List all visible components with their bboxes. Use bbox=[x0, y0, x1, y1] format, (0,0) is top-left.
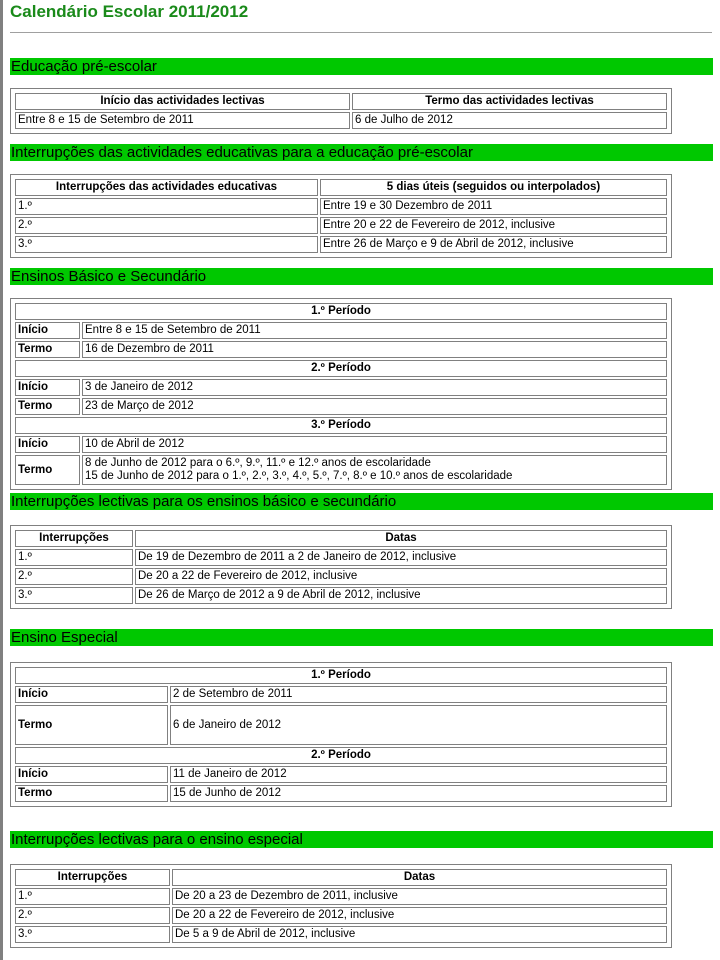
table-cell: 2.º bbox=[15, 568, 133, 585]
table-interrupcoes-basico bbox=[10, 525, 672, 609]
table-cell: 1.º bbox=[15, 198, 318, 215]
column-header: Interrupções das actividades educativas bbox=[15, 179, 318, 196]
column-header: Datas bbox=[135, 530, 667, 547]
table-cell: 11 de Janeiro de 2012 bbox=[170, 766, 667, 783]
table-row bbox=[15, 549, 667, 566]
table-cell-multiline bbox=[82, 455, 667, 485]
row-label: Termo bbox=[15, 398, 80, 415]
table-cell: Entre 8 e 15 de Setembro de 2011 bbox=[82, 322, 667, 339]
table-cell: De 26 de Março de 2012 a 9 de Abril de 2012, inclusive bbox=[135, 587, 667, 604]
table-pre-escolar bbox=[10, 88, 672, 134]
table-row bbox=[15, 568, 667, 585]
section-heading-interrupcoes-pre-escolar: Interrupções das actividades educativas para a educação pré-escolar bbox=[10, 144, 713, 161]
row-label: Início bbox=[15, 322, 80, 339]
period-header: 1.º Período bbox=[15, 667, 667, 684]
column-header: Interrupções bbox=[15, 869, 170, 886]
row-label: Termo bbox=[15, 785, 168, 802]
row-label: Início bbox=[15, 686, 168, 703]
table-cell: 3 de Janeiro de 2012 bbox=[82, 379, 667, 396]
period-header: 2.º Período bbox=[15, 360, 667, 377]
table-cell: 23 de Março de 2012 bbox=[82, 398, 667, 415]
column-header: Início das actividades lectivas bbox=[15, 93, 350, 110]
table-cell: 2 de Setembro de 2011 bbox=[170, 686, 667, 703]
table-cell: De 5 a 9 de Abril de 2012, inclusive bbox=[172, 926, 667, 943]
section-heading-basico-secundario: Ensinos Básico e Secundário bbox=[10, 268, 713, 285]
table-row bbox=[15, 888, 667, 905]
section-heading-ensino-especial: Ensino Especial bbox=[10, 629, 713, 646]
table-cell: 3.º bbox=[15, 587, 133, 604]
column-header: 5 dias úteis (seguidos ou interpolados) bbox=[320, 179, 667, 196]
section-heading-interrupcoes-basico: Interrupções lectivas para os ensinos básico e secundário bbox=[10, 493, 713, 510]
period-header: 2.º Período bbox=[15, 747, 667, 764]
table-cell: 6 de Julho de 2012 bbox=[352, 112, 667, 129]
table-cell: 16 de Dezembro de 2011 bbox=[82, 341, 667, 358]
row-label: Início bbox=[15, 436, 80, 453]
row-label: Início bbox=[15, 766, 168, 783]
table-row bbox=[15, 907, 667, 924]
title-divider bbox=[10, 32, 712, 33]
row-label: Início bbox=[15, 379, 80, 396]
section-heading-interrupcoes-especial: Interrupções lectivas para o ensino especial bbox=[10, 831, 713, 848]
table-cell: 2.º bbox=[15, 907, 170, 924]
column-header: Datas bbox=[172, 869, 667, 886]
table-interrupcoes-especial bbox=[10, 864, 672, 948]
table-cell: De 20 a 22 de Fevereiro de 2012, inclusive bbox=[172, 907, 667, 924]
left-border bbox=[0, 0, 3, 960]
period-header: 1.º Período bbox=[15, 303, 667, 320]
table-basico-secundario bbox=[10, 298, 672, 490]
column-header: Termo das actividades lectivas bbox=[352, 93, 667, 110]
table-interrupcoes-pre-escolar bbox=[10, 174, 672, 258]
table-cell: 1.º bbox=[15, 549, 133, 566]
table-cell: 3.º bbox=[15, 236, 318, 253]
table-cell: Entre 19 e 30 Dezembro de 2011 bbox=[320, 198, 667, 215]
table-cell: 15 de Junho de 2012 bbox=[170, 785, 667, 802]
page-title: Calendário Escolar 2011/2012 bbox=[10, 2, 249, 21]
row-label: Termo bbox=[15, 705, 168, 745]
section-heading-pre-escolar: Educação pré-escolar bbox=[10, 58, 713, 75]
row-label: Termo bbox=[15, 341, 80, 358]
table-ensino-especial bbox=[10, 662, 672, 807]
table-cell: 10 de Abril de 2012 bbox=[82, 436, 667, 453]
table-cell: 6 de Janeiro de 2012 bbox=[170, 705, 667, 745]
table-row bbox=[15, 217, 667, 234]
table-cell: 1.º bbox=[15, 888, 170, 905]
row-label: Termo bbox=[15, 455, 80, 485]
table-cell: De 20 a 22 de Fevereiro de 2012, inclusive bbox=[135, 568, 667, 585]
table-row bbox=[15, 587, 667, 604]
table-row bbox=[15, 926, 667, 943]
table-cell: Entre 8 e 15 de Setembro de 2011 bbox=[15, 112, 350, 129]
termo-line: 8 de Junho de 2012 para o 6.º, 9.º, 11.º e 12.º anos de escolaridade bbox=[85, 457, 431, 469]
table-cell: 3.º bbox=[15, 926, 170, 943]
table-row bbox=[15, 236, 667, 253]
column-header: Interrupções bbox=[15, 530, 133, 547]
table-cell: De 20 a 23 de Dezembro de 2011, inclusive bbox=[172, 888, 667, 905]
table-cell: Entre 26 de Março e 9 de Abril de 2012, inclusive bbox=[320, 236, 667, 253]
period-header: 3.º Período bbox=[15, 417, 667, 434]
table-cell: 2.º bbox=[15, 217, 318, 234]
table-cell: Entre 20 e 22 de Fevereiro de 2012, inclusive bbox=[320, 217, 667, 234]
table-row bbox=[15, 198, 667, 215]
termo-line: 15 de Junho de 2012 para o 1.º, 2.º, 3.º, 4.º, 5.º, 7.º, 8.º e 10.º anos de escolaridade bbox=[85, 470, 513, 482]
table-cell: De 19 de Dezembro de 2011 a 2 de Janeiro de 2012, inclusive bbox=[135, 549, 667, 566]
